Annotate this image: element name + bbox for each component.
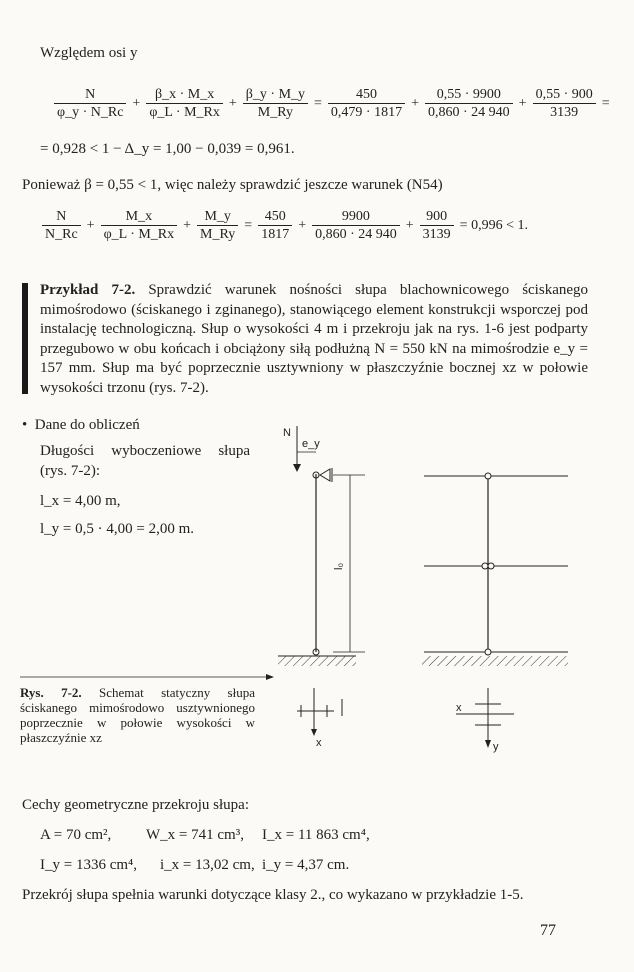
eq1-n2: β_x · M_x [146,86,223,104]
eq1-n4: 450 [328,86,405,104]
eq2-d1: N_Rc [45,227,78,242]
lx-value: l_x = 4,00 m, [40,493,121,509]
eq2-result: = 0,996 < 1. [459,217,528,233]
fig-label-y: y [493,741,499,753]
equation-1: $\frac{N}{\varphi\_y \cdot N\_Rc}$ + $\frac{\beta\_x \cdot M\_x}{\varphi\_L \cdot M\_Rx}$ + $\frac{\beta\_y \cdot M\_y}{M\_Ry}$ = $\frac{450}{0,479 \cdot 1817}$ + $\frac{0,55 \cdot 9900}{0,860 \cdot 24 940}$ + $\frac{0,55 \cdot 900}{3139}$ = [52,86,614,121]
eq2-d6: 3139 [422,227,451,242]
page-number: 77 [540,922,556,939]
fig-label-x-right: x [456,702,462,714]
eq2-n3: M_y [197,208,238,226]
eq2-n4: 450 [258,208,292,226]
caption-label: Rys. 7-2. [20,685,82,700]
geom-intro: Cechy geometryczne przekroju słupa: [22,797,249,813]
fig-label-l0: l₀ [333,562,345,570]
eq1-n5: 0,55 · 9900 [425,86,513,104]
example-title: Przykład 7-2. [40,282,136,298]
eq2-n1: N [42,208,81,226]
eq1-n1: N [54,86,126,104]
eq1-d3: M_Ry [257,105,294,120]
eq1-d6: 3139 [550,105,579,120]
eq2-d5: 0,860 · 24 940 [315,227,397,242]
lengths-intro: Długości wyboczeniowe słupa (rys. 7-2): [40,443,250,479]
figure-caption [20,685,255,745]
final-text: Przekrój słupa spełnia warunki dotyczące klasy 2., co wykazano w przykładzie 1-5. [22,887,524,903]
bullet-label: Dane do obliczeń [34,417,140,433]
intro-text: Względem osi y [40,45,138,61]
ly-value: l_y = 0,5 · 4,00 = 2,00 m. [40,521,194,537]
left-cross-section [297,688,342,736]
geom-Iy: I_y = 1336 cm⁴, [40,857,138,873]
equation-2: $\frac{N}{N\_Rc}$ + $\frac{M\_x}{\varphi\_L \cdot M\_Rx}$ + $\frac{M\_y}{M\_Ry}$ = $\frac{450}{1817}$ + $\frac{9900}{0,860 \cdot 24 940}$ + $\frac{900}{3139}$ = 0,996 < 1. [40,208,532,243]
eq2-d2: φ_L · M_Rx [103,227,175,242]
eq2-n5: 9900 [312,208,400,226]
right-cross-section [456,688,514,748]
eq1-d4: 0,479 · 1817 [330,105,403,120]
fig-label-N: N [283,427,291,439]
left-scheme [278,426,365,666]
condition-text: Ponieważ β = 0,55 < 1, więc należy sprawdzić jeszcze warunek (N54) [22,177,443,193]
caption-text: Schemat statyczny słupa ściskanego mimośrodowo usztywnionego poprzecznie w połowie wysokości w płaszczyźnie xz [20,685,255,745]
eq2-n2: M_x [101,208,178,226]
example-body: Sprawdzić warunek nośności słupa blachownicowego ściskanego mimośrodowo (ściskanego i zginanego), stanowiącego element konstrukcji wsporczej pod instalację technologiczną. Słup o wysokości 4 m i przekroju jak na rys. 1-6 jest podparty przegubowo w obu końcach i obciążony siłą podłużną N = 550 kN na mimośrodzie e_y = 157 mm. Słup ma być poprzecznie usztywniony w płaszczyźnie bocznej xz w połowie wysokości trzonu (rys. 7-2). [40,282,589,396]
eq1-n6: 0,55 · 900 [533,86,596,104]
fig-label-ey: e_y [302,438,320,450]
geom-Wx: W_x = 741 cm³, [146,827,244,843]
eq1-d1: φ_y · N_Rc [57,105,124,120]
fig-label-x-left: x [316,737,322,749]
eq2-d3: M_Ry [200,227,236,242]
eq1-d5: 0,860 · 24 940 [428,105,510,120]
eq1-n3: β_y · M_y [243,86,308,104]
eq1-line2: = 0,928 < 1 − Δ_y = 1,00 − 0,039 = 0,961. [40,141,295,157]
geom-iy: i_y = 4,37 cm. [262,857,350,873]
geom-A: A = 70 cm², [40,827,112,843]
bullet-icon: • [22,417,28,433]
geom-Ix: I_x = 11 863 cm⁴, [262,827,370,843]
eq2-n6: 900 [420,208,454,226]
geom-ix: i_x = 13,02 cm, [160,857,255,873]
right-scheme [422,473,568,666]
eq2-d4: 1817 [261,227,290,242]
eq1-d2: φ_L · M_Rx [149,105,220,120]
